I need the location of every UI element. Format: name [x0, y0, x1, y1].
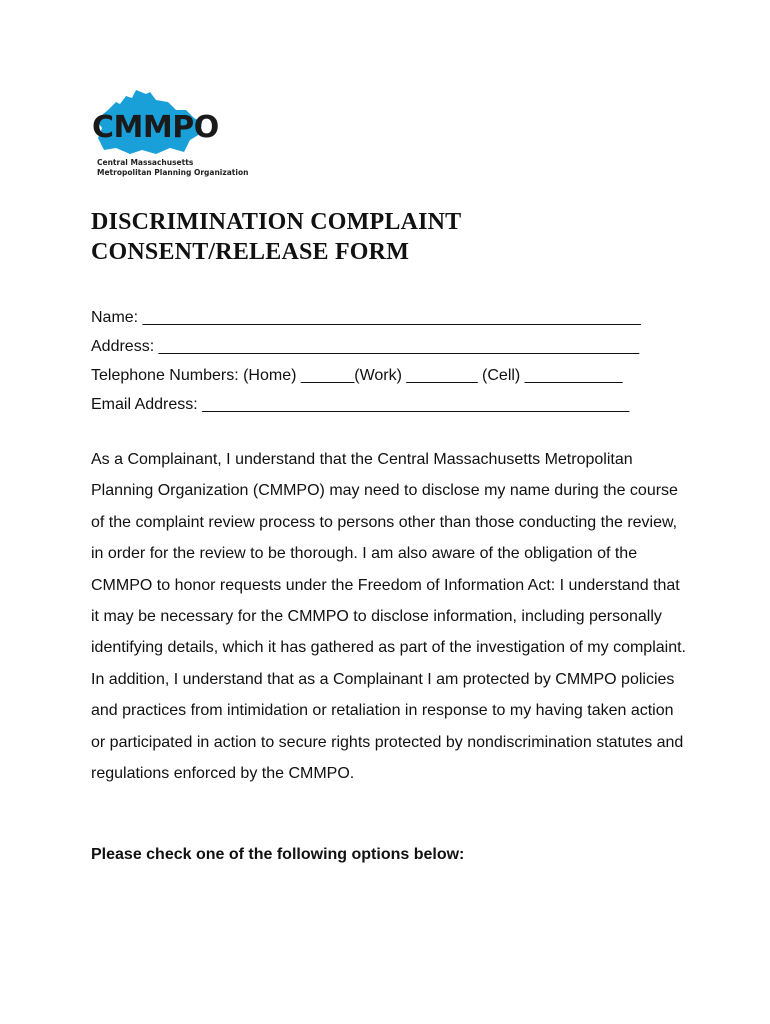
contact-fields: [91, 303, 641, 419]
email-field[interactable]: Email Address: ________________________________________________: [91, 396, 630, 413]
address-field[interactable]: Address: ______________________________________________________: [91, 338, 640, 355]
logo-subtitle-line2: Metropolitan Planning Organization: [97, 168, 249, 177]
consent-paragraph: As a Complainant, I understand that the Central Massachusetts Metropolitan Planning Organization (CMMPO) may need to disclose my name during the course of the complaint review process to persons other than those conducting the review, in order for the review to be thorough. I am also aware of the obligation of the CMMPO to honor requests under the Freedom of Information Act: I understand that it may be necessary for the CMMPO to disclose information, including personally identifying details, which it has gathered as part of the investigation of my complaint. In addition, I understand that as a Complainant I am protected by CMMPO policies and practices from intimidation or retaliation in response to my having taken action or participated in action to secure rights protected by nondiscrimination statutes and regulations enforced by the CMMPO.: [91, 451, 686, 783]
logo-wordmark: CMMPO: [92, 110, 219, 145]
cmmpo-logo: [90, 88, 260, 182]
form-title: [91, 207, 461, 267]
name-field[interactable]: Name: ________________________________________________________: [91, 309, 641, 326]
form-title-line2: CONSENT/RELEASE FORM: [91, 239, 410, 265]
form-title-line1: DISCRIMINATION COMPLAINT: [91, 209, 462, 235]
telephone-field[interactable]: Telephone Numbers: (Home) ______(Work) ________ (Cell) ___________: [91, 367, 623, 384]
logo-subtitle-line1: Central Massachusetts: [97, 158, 194, 167]
logo-subtitle: [97, 158, 248, 178]
check-options-prompt: Please check one of the following options below:: [91, 846, 465, 863]
